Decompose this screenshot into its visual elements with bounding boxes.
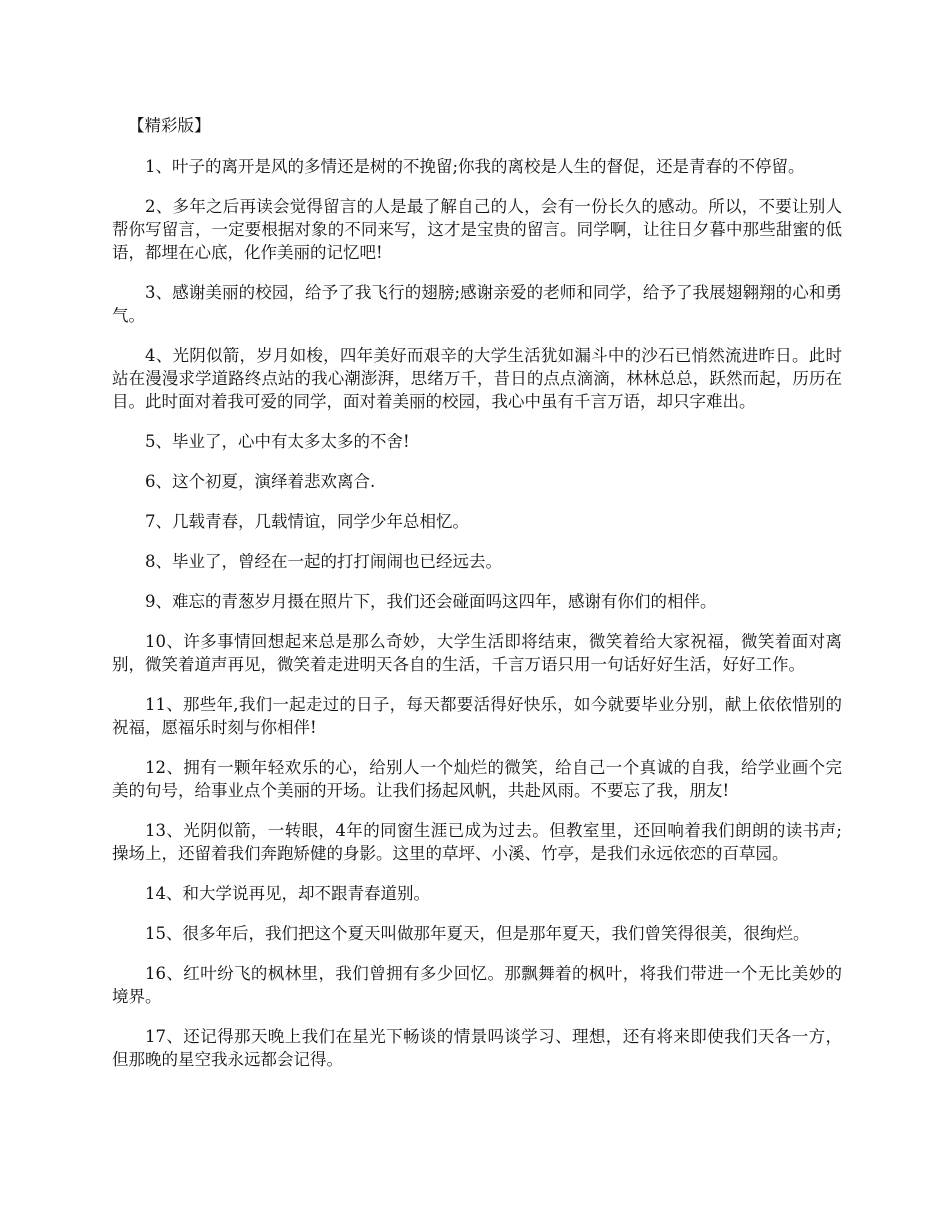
paragraph-17: 17、还记得那天晚上我们在星光下畅谈的情景吗谈学习、理想，还有将来即使我们天各一方，但那晚的星空我永远都会记得。 — [112, 1027, 842, 1069]
paragraph-1: 1、叶子的离开是风的多情还是树的不挽留;你我的离校是人生的督促，还是青春的不停留。 — [145, 157, 805, 176]
paragraph-5: 5、毕业了，心中有太多太多的不舍! — [145, 432, 410, 451]
paragraph-15: 15、很多年后，我们把这个夏天叫做那年夏天，但是那年夏天，我们曾笑得很美，很绚烂。 — [145, 924, 810, 943]
paragraph-9: 9、难忘的青葱岁月摄在照片下，我们还会碰面吗这四年，感谢有你们的相伴。 — [145, 592, 717, 611]
paragraph-4: 4、光阴似箭，岁月如梭，四年美好而艰辛的大学生活犹如漏斗中的沙石已悄然流进昨日。此时站在漫漫求学道路终点站的我心潮澎湃，思绪万千，昔日的点点滴滴，林林总总，跃然而起，历历在目。此时面对着我可爱的同学，面对着美丽的校园，我心中虽有千言万语，却只字难出。 — [112, 346, 842, 411]
paragraph-13: 13、光阴似箭，一转眼，4年的同窗生涯已成为过去。但教室里，还回响着我们朗朗的读书声;操场上，还留着我们奔跑矫健的身影。这里的草坪、小溪、竹亭，是我们永远依恋的百草园。 — [112, 821, 842, 863]
paragraph-16: 16、红叶纷飞的枫林里，我们曾拥有多少回忆。那飘舞着的枫叶，将我们带进一个无比美妙的境界。 — [112, 964, 842, 1006]
paragraph-3: 3、感谢美丽的校园，给予了我飞行的翅膀;感谢亲爱的老师和同学，给予了我展翅翱翔的心和勇气。 — [112, 283, 842, 325]
paragraph-6: 6、这个初夏，演绎着悲欢离合. — [145, 472, 376, 491]
paragraph-12: 12、拥有一颗年轻欢乐的心，给别人一个灿烂的微笑，给自己一个真诚的自我，给学业画个完美的句号，给事业点个美丽的开场。让我们扬起风帆，共赴风雨。不要忘了我，朋友! — [112, 758, 842, 800]
paragraph-7: 7、几载青春，几载情谊，同学少年总相忆。 — [145, 512, 469, 531]
paragraph-14: 14、和大学说再见，却不跟青春道别。 — [145, 884, 430, 903]
paragraph-10: 10、许多事情回想起来总是那么奇妙，大学生活即将结束，微笑着给大家祝福，微笑着面对离别，微笑着道声再见，微笑着走进明天各自的生活，千言万语只用一句话好好生活，好好工作。 — [112, 632, 842, 674]
paragraph-8: 8、毕业了，曾经在一起的打打闹闹也已经远去。 — [145, 552, 502, 571]
paragraph-11: 11、那些年,我们一起走过的日子，每天都要活得好快乐，如今就要毕业分别，献上依依惜别的祝福，愿福乐时刻与你相伴! — [112, 695, 842, 737]
paragraph-2: 2、多年之后再读会觉得留言的人是最了解自己的人，会有一份长久的感动。所以，不要让别人帮你写留言，一定要根据对象的不同来写，这才是宝贵的留言。同学啊，让往日夕暮中那些甜蜜的低语，都埋在心底，化作美丽的记忆吧! — [112, 197, 842, 262]
document-body — [112, 114, 842, 1088]
document-heading: 【精彩版】 — [128, 116, 211, 135]
